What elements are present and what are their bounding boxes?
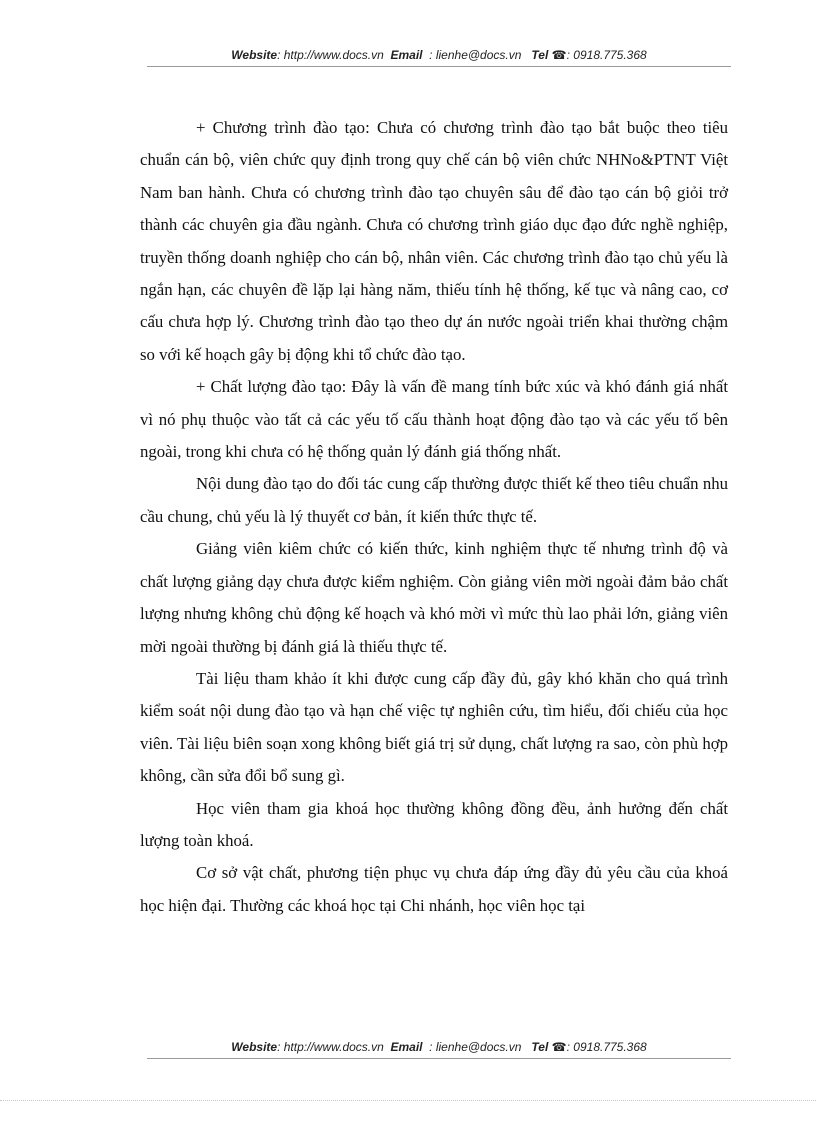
header-website-link[interactable]: : http://www.docs.vn — [277, 48, 384, 62]
header-tel-value: : 0918.775.368 — [566, 48, 647, 62]
page-bottom-edge — [0, 1100, 816, 1101]
paragraph: Cơ sở vật chất, phương tiện phục vụ chưa đáp ứng đầy đủ yêu cầu của khoá học hiện đại. Thường các khoá học tại Chi nhánh, học viên học tại — [140, 863, 728, 915]
footer-tel-label: Tel — [531, 1040, 549, 1054]
footer-divider — [147, 1058, 731, 1059]
header-tel-label: Tel — [531, 48, 549, 62]
paragraph: + Chương trình đào tạo: Chưa có chương trình đào tạo bắt buộc theo tiêu chuẩn cán bộ, viên chức quy định trong quy chế cán bộ viên chức NHNo&PTNT Việt Nam ban hành. Chưa có chương trình đào tạo chuyên sâu để đào tạo cán bộ giỏi trở thành các chuyên gia đầu ngành. Chưa có chương trình giáo dục đạo đức nghề nghiệp, truyền thống doanh nghiệp cho cán bộ, nhân viên. Các chương trình đào tạo chủ yếu là ngắn hạn, các chuyên đề lặp lại hàng năm, thiếu tính hệ thống, kế tục và nâng cao, cơ cấu chưa hợp lý. Chương trình đào tạo theo dự án nước ngoài triển khai thường chậm so với kế hoạch gây bị động khi tổ chức đào tạo. — [140, 118, 728, 364]
footer-website-link[interactable]: : http://www.docs.vn — [277, 1040, 384, 1054]
footer-website-label: Website — [231, 1040, 278, 1054]
phone-icon: ☎ — [551, 1040, 567, 1054]
paragraph: + Chất lượng đào tạo: Đây là vấn đề mang tính bức xúc và khó đánh giá nhất vì nó phụ thuộc vào tất cả các yếu tố cấu thành hoạt động đào tạo và các yếu tố bên ngoài, trong khi chưa có hệ thống quản lý đánh giá thống nhất. — [140, 377, 728, 462]
paragraph: Giảng viên kiêm chức có kiến thức, kinh nghiệm thực tế nhưng trình độ và chất lượng giảng dạy chưa được kiểm nghiệm. Còn giảng viên mời ngoài đảm bảo chất lượng nhưng không chủ động kế hoạch và khó mời vì mức thù lao phải lớn, giảng viên mời ngoài thường bị đánh giá là thiếu thực tế. — [140, 539, 728, 656]
paragraph: Học viên tham gia khoá học thường không đồng đều, ảnh hưởng đến chất lượng toàn khoá. — [140, 798, 728, 850]
header-website-label: Website — [231, 48, 278, 62]
phone-icon: ☎ — [551, 48, 567, 62]
header-email-link[interactable]: : lienhe@docs.vn — [429, 48, 522, 62]
footer-email-link[interactable]: : lienhe@docs.vn — [429, 1040, 522, 1054]
page-footer — [147, 1040, 731, 1054]
page-header — [147, 48, 731, 62]
paragraph: Tài liệu tham khảo ít khi được cung cấp đầy đủ, gây khó khăn cho quá trình kiểm soát nội dung đào tạo và hạn chế việc tự nghiên cứu, tìm hiểu, đối chiếu của học viên. Tài liệu biên soạn xong không biết giá trị sử dụng, chất lượng ra sao, còn phù hợp không, cần sửa đổi bổ sung gì. — [140, 668, 728, 786]
header-divider — [147, 66, 731, 67]
document-body — [140, 112, 728, 922]
paragraph: Nội dung đào tạo do đối tác cung cấp thường được thiết kế theo tiêu chuẩn nhu cầu chung, chủ yếu là lý thuyết cơ bản, ít kiến thức thực tế. — [140, 474, 728, 526]
header-email-label: Email — [390, 48, 423, 62]
footer-email-label: Email — [390, 1040, 423, 1054]
footer-tel-value: : 0918.775.368 — [566, 1040, 647, 1054]
